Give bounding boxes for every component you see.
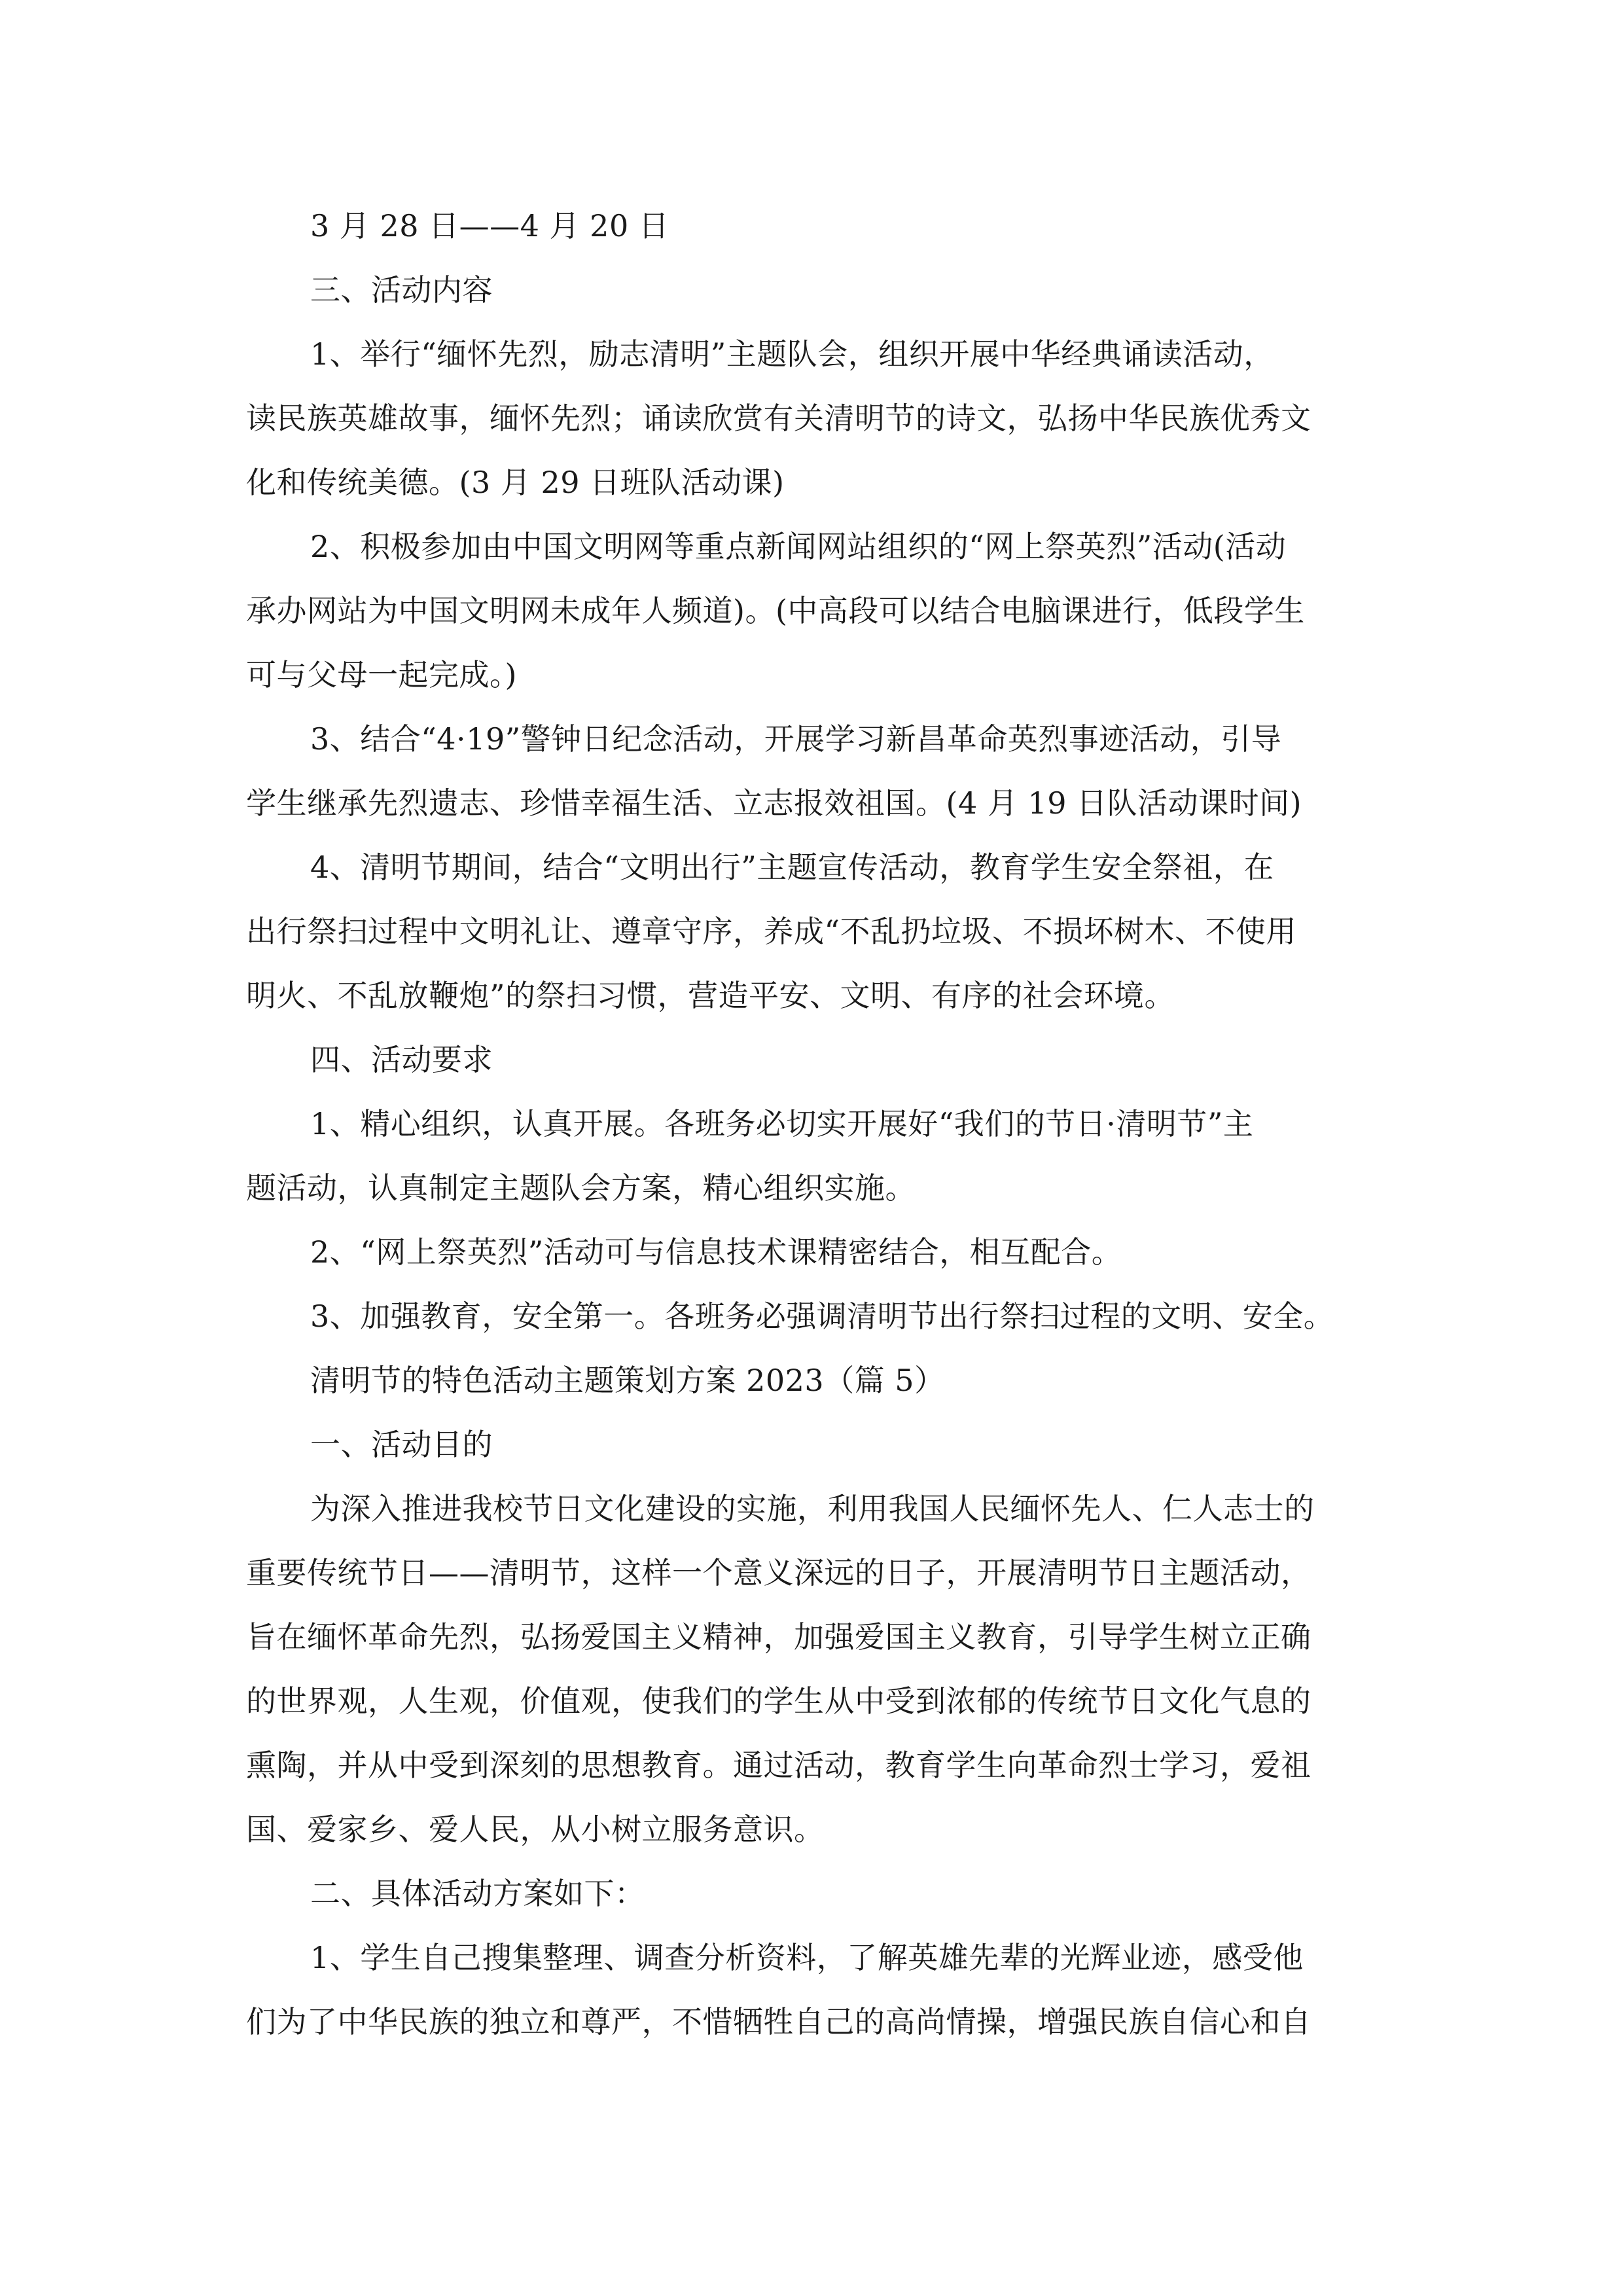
paragraph-line: 1、学生自己搜集整理、调查分析资料，了解英雄先辈的光辉业迹，感受他 — [310, 1940, 1304, 1975]
paragraph-line: 们为了中华民族的独立和尊严，不惜牺牲自己的高尚情操，增强民族自信心和自 — [246, 2004, 1311, 2039]
date-range-line: 3 月 28 日——4 月 20 日 — [310, 208, 669, 243]
paragraph-line: 4、清明节期间，结合“文明出行”主题宣传活动，教育学生安全祭祖，在 — [310, 850, 1274, 885]
paragraph-line: 明火、不乱放鞭炮”的祭扫习惯，营造平安、文明、有序的社会环境。 — [246, 978, 1175, 1013]
paragraph-line: 国、爱家乡、爱人民，从小树立服务意识。 — [246, 1812, 825, 1847]
paragraph-line: 题活动，认真制定主题队会方案，精心组织实施。 — [246, 1170, 916, 1206]
paragraph-line: 熏陶，并从中受到深刻的思想教育。通过活动，教育学生向革命烈士学习，爱祖 — [246, 1748, 1311, 1783]
paragraph-line: 重要传统节日——清明节，这样一个意义深远的日子，开展清明节日主题活动， — [246, 1555, 1311, 1590]
paragraph-line: 为深入推进我校节日文化建设的实施，利用我国人民缅怀先人、仁人志士的 — [310, 1491, 1315, 1526]
paragraph-line: 化和传统美德。(3 月 29 日班队活动课) — [246, 465, 785, 500]
section-heading-activity-requirements: 四、活动要求 — [310, 1042, 493, 1077]
paragraph-line: 1、举行“缅怀先烈，励志清明”主题队会，组织开展中华经典诵读活动， — [310, 336, 1274, 372]
document-body — [246, 194, 1398, 2054]
paragraph-line: 2、积极参加由中国文明网等重点新闻网站组织的“网上祭英烈”活动(活动 — [310, 529, 1287, 564]
paragraph-line: 旨在缅怀革命先烈，弘扬爱国主义精神，加强爱国主义教育，引导学生树立正确 — [246, 1619, 1311, 1655]
paragraph-line: 2、“网上祭英烈”活动可与信息技术课精密结合，相互配合。 — [310, 1234, 1122, 1270]
paragraph-line: 学生继承先烈遗志、珍惜幸福生活、立志报效祖国。(4 月 19 日队活动课时间) — [246, 785, 1302, 821]
paragraph-line: 3、加强教育，安全第一。各班务必强调清明节出行祭扫过程的文明、安全。 — [310, 1299, 1334, 1334]
paragraph-line: 出行祭扫过程中文明礼让、遵章守序，养成“不乱扔垃圾、不损坏树木、不使用 — [246, 914, 1297, 949]
paragraph-line: 可与父母一起完成。) — [246, 657, 517, 692]
section-heading-activity-content: 三、活动内容 — [310, 272, 493, 308]
paragraph-line: 读民族英雄故事，缅怀先烈；诵读欣赏有关清明节的诗文，弘扬中华民族优秀文 — [246, 401, 1311, 436]
plan-title: 清明节的特色活动主题策划方案 2023（篇 5） — [310, 1363, 945, 1398]
paragraph-line: 1、精心组织，认真开展。各班务必切实开展好“我们的节日·清明节”主 — [310, 1106, 1254, 1141]
paragraph-line: 承办网站为中国文明网未成年人频道)。(中高段可以结合电脑课进行，低段学生 — [246, 593, 1305, 628]
section-heading-activity-purpose: 一、活动目的 — [310, 1427, 493, 1462]
section-heading-activity-plan: 二、具体活动方案如下： — [310, 1876, 645, 1911]
paragraph-line: 的世界观，人生观，价值观，使我们的学生从中受到浓郁的传统节日文化气息的 — [246, 1683, 1311, 1719]
paragraph-line: 3、结合“4·19”警钟日纪念活动，开展学习新昌革命英烈事迹活动，引导 — [310, 721, 1282, 757]
